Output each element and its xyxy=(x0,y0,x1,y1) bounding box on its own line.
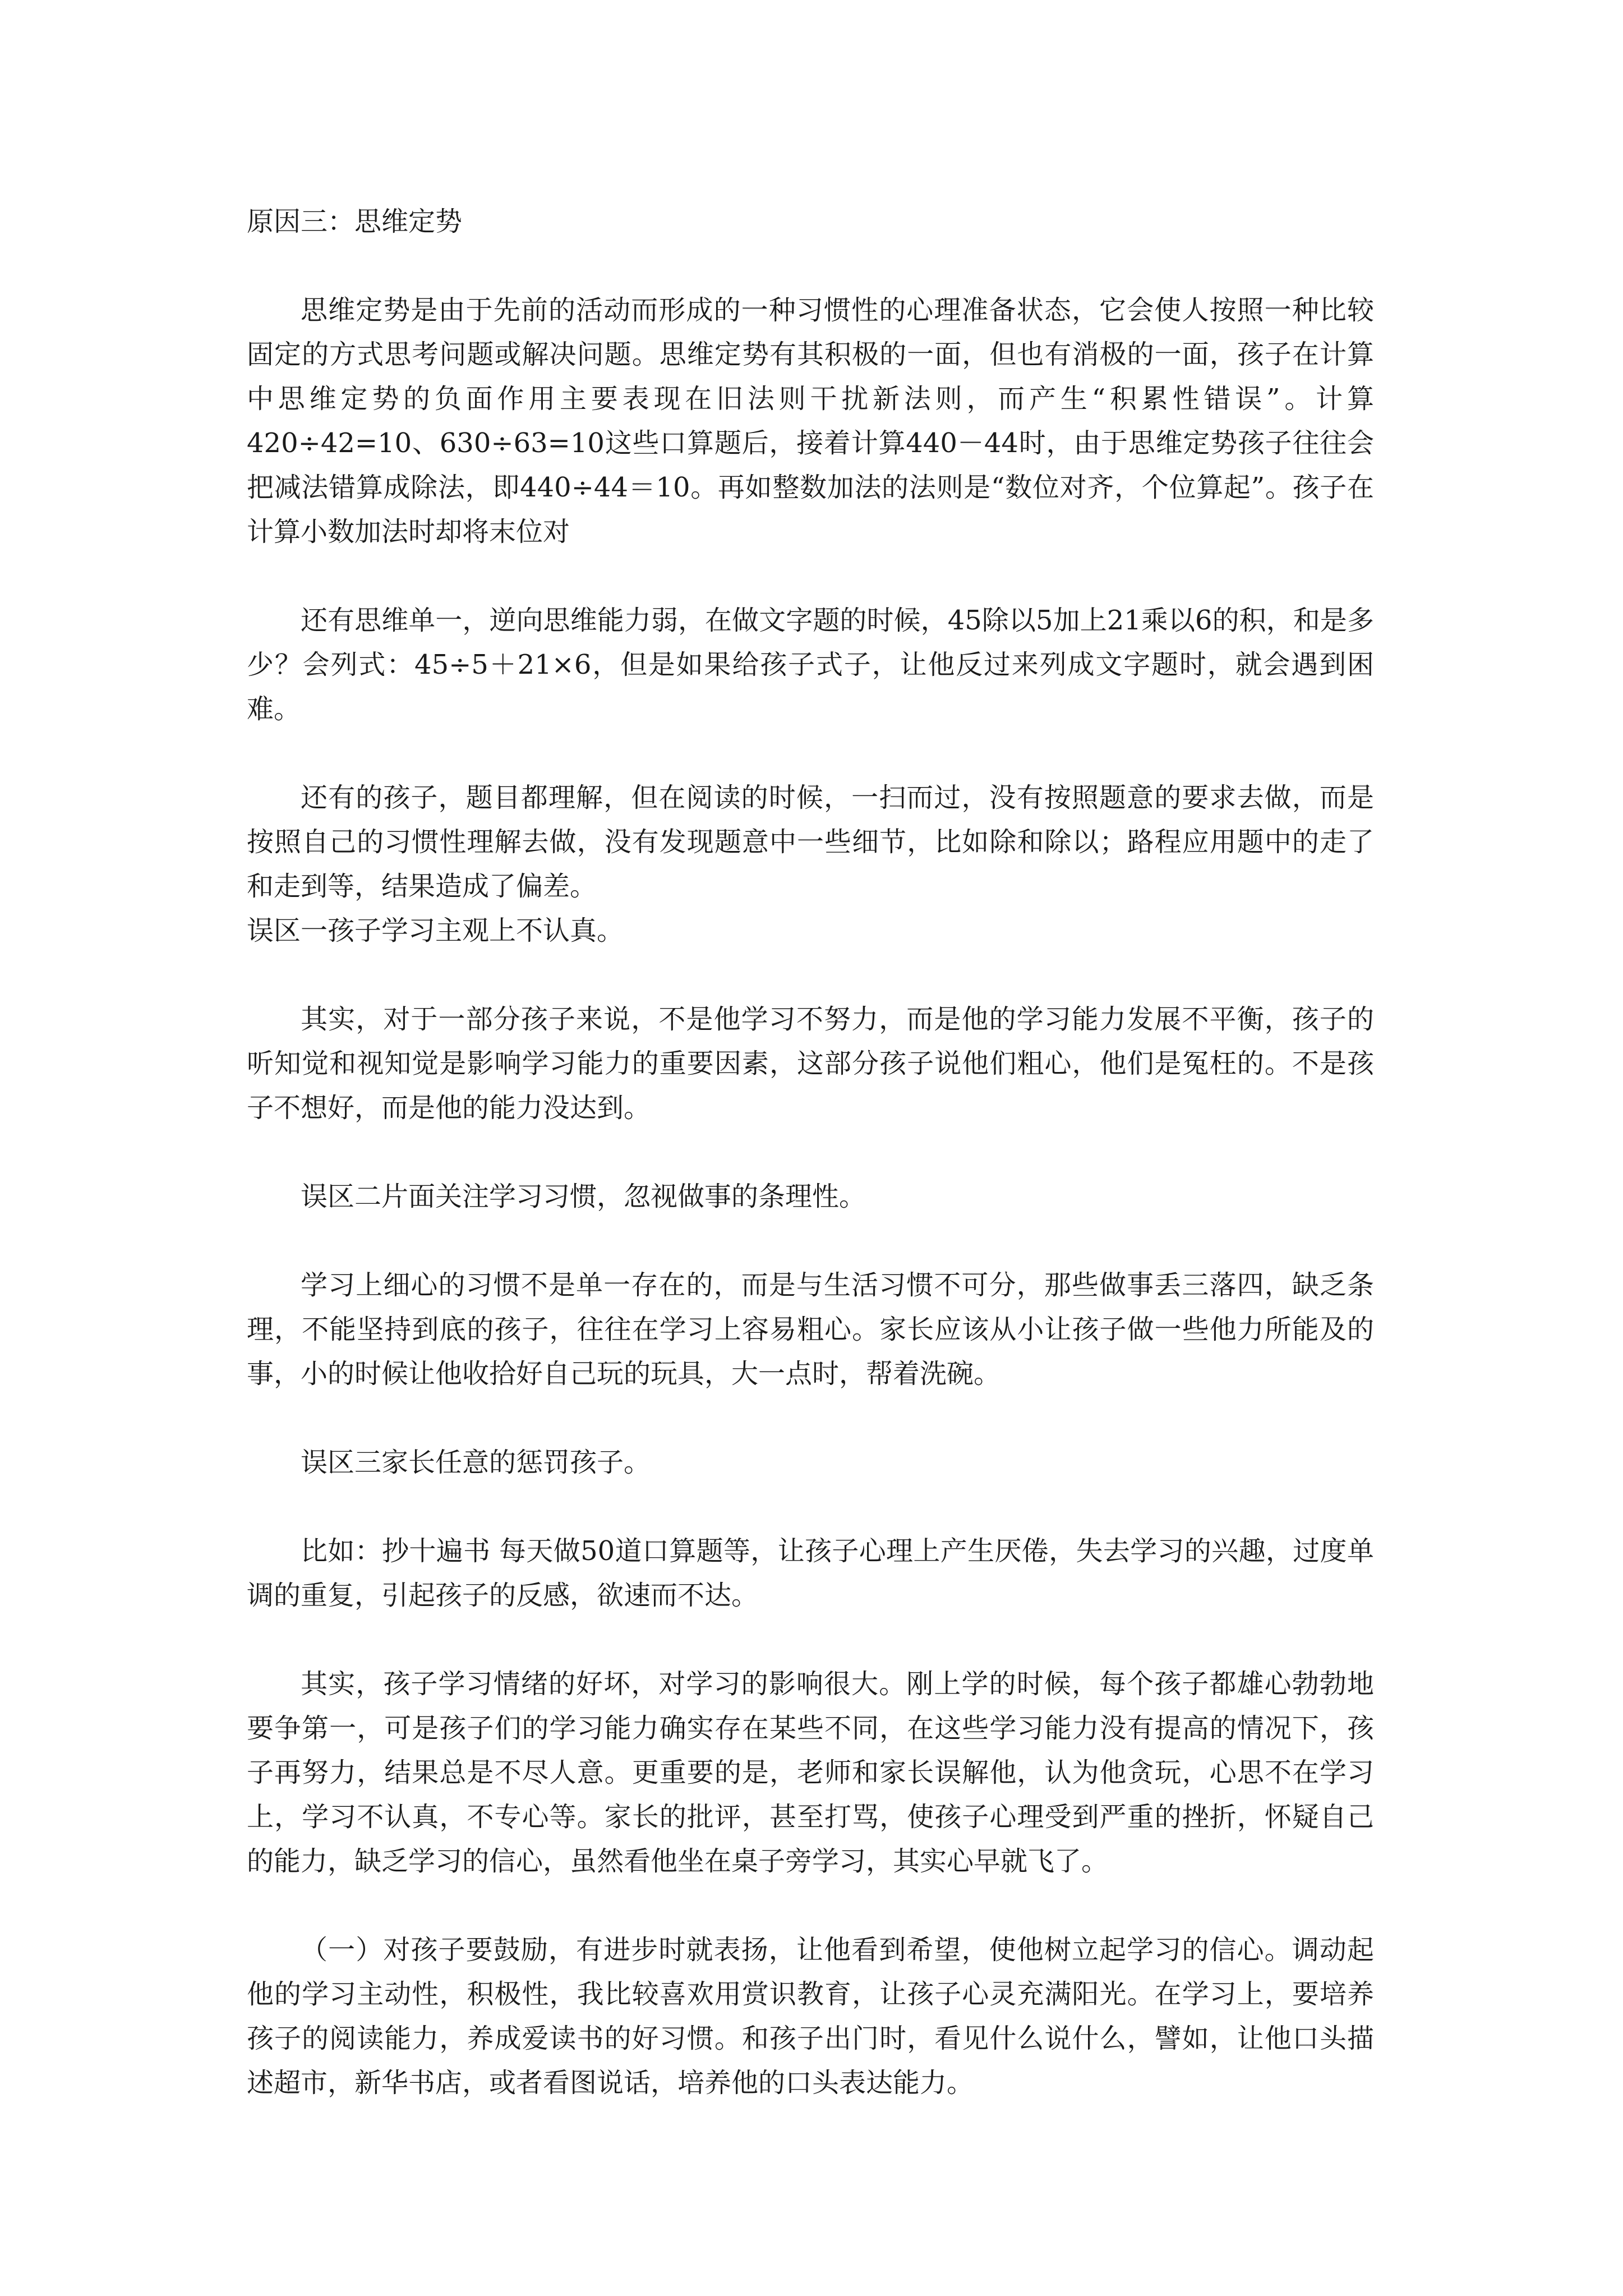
misconception-one-heading: 误区一孩子学习主观上不认真。 xyxy=(247,915,624,946)
paragraph-learning-emotion: 其实，孩子学习情绪的好坏，对学习的影响很大。刚上学的时候，每个孩子都雄心勃勃地要争第一，可是孩子们的学习能力确实存在某些不同，在这些学习能力没有提高的情况下，孩子再努力，结果总是不尽人意。更重要的是，老师和家长误解他，认为他贪玩，心思不在学习上，学习不认真，不专心等。家长的批评，甚至打骂，使孩子心理受到严重的挫折，怀疑自己的能力，缺乏学习的信心，虽然看他坐在桌子旁学习，其实心早就飞了。 xyxy=(247,1668,1374,1877)
misconception-two-heading: 误区二片面关注学习习惯，忽视做事的条理性。 xyxy=(301,1181,866,1212)
paragraph-single-thinking: 还有思维单一，逆向思维能力弱，在做文字题的时候，45除以5加上21乘以6的积，和是多少？会列式：45÷5＋21×6，但是如果给孩子式子，让他反过来列成文字题时，就会遇到困难。 xyxy=(247,605,1374,725)
section-heading: 原因三：思维定势 xyxy=(247,206,463,237)
misconception-three-heading: 误区三家长任意的惩罚孩子。 xyxy=(301,1447,651,1478)
paragraph-reading-habit: 还有的孩子，题目都理解，但在阅读的时候，一扫而过，没有按照题意的要求去做，而是按照自己的习惯性理解去做，没有发现题意中一些细节，比如除和除以；路程应用题中的走了和走到等，结果造成了偏差。 xyxy=(247,782,1374,902)
paragraph-ability-imbalance: 其实，对于一部分孩子来说，不是他学习不努力，而是他的学习能力发展不平衡，孩子的听知觉和视知觉是影响学习能力的重要因素，这部分孩子说他们粗心，他们是冤枉的。不是孩子不想好，而是他的能力没达到。 xyxy=(247,1004,1374,1124)
paragraph-thinking-set: 思维定势是由于先前的活动而形成的一种习惯性的心理准备状态，它会使人按照一种比较固定的方式思考问题或解决问题。思维定势有其积极的一面，但也有消极的一面，孩子在计算中思维定势的负面作用主要表现在旧法则干扰新法则，而产生“积累性错误”。计算420÷42=10、630÷63=10这些口算题后，接着计算440－44时，由于思维定势孩子往往会把减法错算成除法，即440÷44＝10。再如整数加法的法则是“数位对齐，个位算起”。孩子在计算小数加法时却将末位对 xyxy=(247,295,1374,547)
paragraph-encouragement: （一）对孩子要鼓励，有进步时就表扬，让他看到希望，使他树立起学习的信心。调动起他的学习主动性，积极性，我比较喜欢用赏识教育，让孩子心灵充满阳光。在学习上，要培养孩子的阅读能力，养成爱读书的好习惯。和孩子出门时，看见什么说什么，譬如，让他口头描述超市，新华书店，或者看图说话，培养他的口头表达能力。 xyxy=(247,1934,1374,2099)
document-body xyxy=(247,200,1374,2105)
paragraph-punishment-example: 比如：抄十遍书 每天做50道口算题等，让孩子心理上产生厌倦，失去学习的兴趣，过度单调的重复，引起孩子的反感，欲速而不达。 xyxy=(247,1535,1374,1611)
paragraph-life-habits: 学习上细心的习惯不是单一存在的，而是与生活习惯不可分，那些做事丢三落四，缺乏条理，不能坚持到底的孩子，往往在学习上容易粗心。家长应该从小让孩子做一些他力所能及的事，小的时候让他收拾好自己玩的玩具，大一点时，帮着洗碗。 xyxy=(247,1269,1374,1389)
